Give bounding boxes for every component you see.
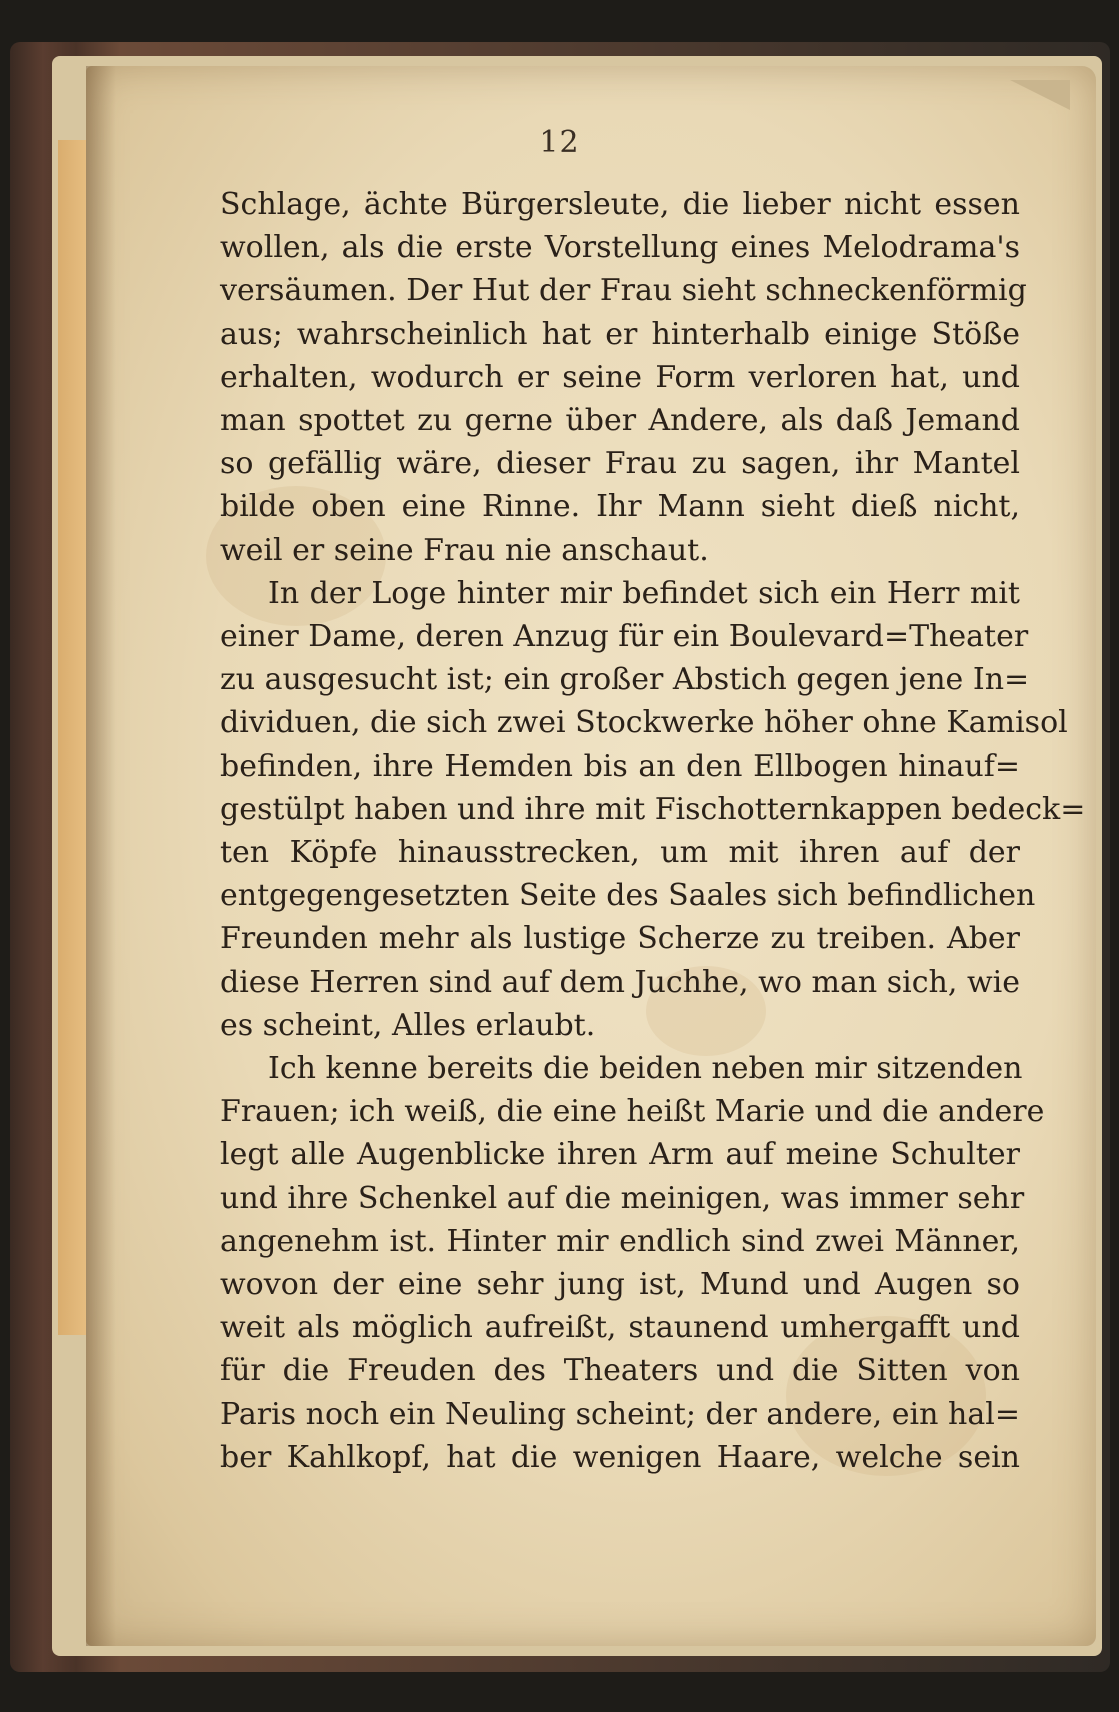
text-line: In der Loge hinter mir befindet sich ein Herr mit <box>268 575 1020 611</box>
text-line: weit als möglich aufreißt, staunend umhergafft und <box>220 1310 1020 1346</box>
text-line: Paris noch ein Neuling scheint; der andere, ein hal= <box>220 1396 1020 1432</box>
text-line: diese Herren sind auf dem Juchhe, wo man sich, wie <box>220 964 1020 1000</box>
text-line: angenehm ist. Hinter mir endlich sind zwei Männer, <box>220 1223 1020 1259</box>
text-line: erhalten, wodurch er seine Form verloren hat, und <box>220 359 1020 395</box>
text-line: Freunden mehr als lustige Scherze zu treiben. Aber <box>220 921 1020 957</box>
text-line: legt alle Augenblicke ihren Arm auf meine Schulter <box>220 1137 1020 1173</box>
text-line: Frauen; ich weiß, die eine heißt Marie und die andere <box>220 1094 1045 1130</box>
text-line: man spottet zu gerne über Andere, als daß Jemand <box>220 403 1020 439</box>
text-line: es scheint, Alles erlaubt. <box>220 1007 596 1043</box>
folded-corner <box>1010 80 1070 110</box>
text-line: Ich kenne bereits die beiden neben mir sitzenden <box>268 1051 1023 1087</box>
text-line: Schlage, ächte Bürgersleute, die lieber nicht essen <box>220 187 1020 222</box>
text-line: befinden, ihre Hemden bis an den Ellbogen hinauf= <box>220 748 1020 784</box>
text-line: bilde oben eine Rinne. Ihr Mann sieht dieß nicht, <box>220 489 1020 525</box>
text-line: für die Freuden des Theaters und die Sitten von <box>220 1353 1020 1389</box>
text-line: wovon der eine sehr jung ist, Mund und Augen so <box>220 1267 1020 1303</box>
text-line: gestülpt haben und ihre mit Fischotternkappen bedeck= <box>220 791 1086 827</box>
text-line: und ihre Schenkel auf die meinigen, was immer sehr <box>220 1180 1025 1216</box>
text-line: zu ausgesucht ist; ein großer Abstich gegen jene In= <box>220 662 1030 698</box>
text-line: weil er seine Frau nie anschaut. <box>220 532 709 568</box>
text-line: ber Kahlkopf, hat die wenigen Haare, welche sein <box>220 1439 1020 1475</box>
spine-shadow <box>86 66 116 1646</box>
text-line: so gefällig wäre, dieser Frau zu sagen, ihr Mantel <box>220 446 1020 482</box>
text-line: ten Köpfe hinausstrecken, um mit ihren auf der <box>220 835 1020 871</box>
body-text <box>220 183 1086 1479</box>
page-number: 12 <box>539 125 580 160</box>
text-line: dividuen, die sich zwei Stockwerke höher ohne Kamisol <box>220 705 1068 741</box>
text-line: versäumen. Der Hut der Frau sieht schneckenförmig <box>220 273 1027 309</box>
text-line: wollen, als die erste Vorstellung eines Melodrama's <box>220 230 1020 266</box>
text-line: aus; wahrscheinlich hat er hinterhalb einige Stöße <box>220 316 1020 352</box>
text-line: entgegengesetzten Seite des Saales sich befindlichen <box>220 878 1036 914</box>
text-line: einer Dame, deren Anzug für ein Boulevard=Theater <box>220 619 1029 655</box>
